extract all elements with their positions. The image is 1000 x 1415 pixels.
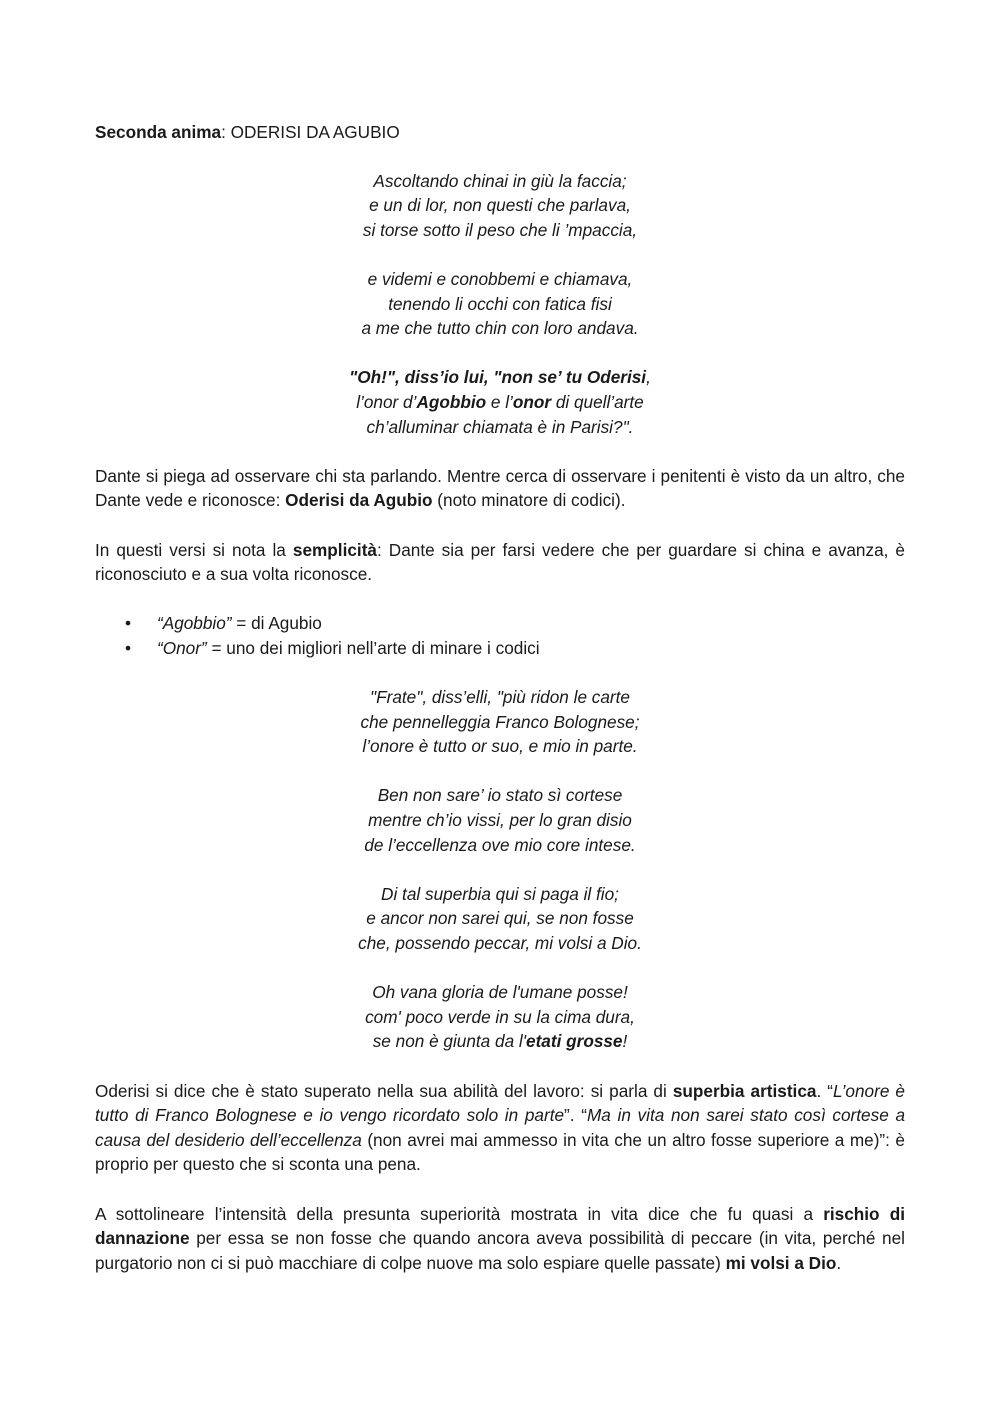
section-heading <box>95 120 905 145</box>
verse-stanza-7 <box>95 980 905 1054</box>
paragraph-2 <box>95 538 905 587</box>
verse-line: che pennelleggia Franco Bolognese; <box>360 711 640 732</box>
verse-text: ! <box>622 1031 628 1052</box>
verse-stanza-6 <box>95 882 905 956</box>
verse-text: se non è giunta da l' <box>372 1031 527 1052</box>
list-definition: = uno dei migliori nell’arte di minare i codici <box>206 637 540 658</box>
verse-line <box>95 1029 905 1054</box>
verse-bold: onor <box>512 391 552 412</box>
verse-line: e ancor non sarei qui, se non fosse <box>366 908 634 929</box>
verse-line: si torse sotto il peso che li ’mpaccia, <box>362 219 638 240</box>
paragraph-text: In questi versi si nota la <box>95 539 293 560</box>
verse-text: e l’ <box>486 391 513 412</box>
paragraph-bold: rischio di dannazione <box>95 1203 905 1249</box>
paragraph-bold: semplicità <box>292 539 377 560</box>
paragraph-text: . <box>836 1252 842 1273</box>
verse-line: a me che tutto chin con loro andava. <box>361 318 639 339</box>
verse-line: "Frate", diss’elli, "più ridon le carte <box>370 687 630 708</box>
verse-line: mentre ch’io vissi, per lo gran disio <box>368 810 632 831</box>
verse-bold: Agobbio <box>416 391 487 412</box>
verse-text: , <box>646 367 651 388</box>
list-item <box>95 636 905 661</box>
verse-line: Di tal superbia qui si paga il fio; <box>381 883 619 904</box>
verse-line: ch’alluminar chiamata è in Parisi?". <box>366 416 634 437</box>
verse-line: Ben non sare’ io stato sì cortese <box>377 785 623 806</box>
bullet-list <box>95 611 905 660</box>
paragraph-text: (noto minatore di codici). <box>432 490 626 511</box>
verse-stanza-5 <box>95 783 905 857</box>
paragraph-text: Dante si piega ad osservare chi sta parlando. Mentre cerca di osservare i penitenti è visto da un altro, che Dante vede e riconosce: <box>95 465 905 511</box>
paragraph-text: (non avrei mai ammesso in vita che un altro fosse superiore a me)”: è proprio per questo che si sconta una pena. <box>95 1129 905 1175</box>
paragraph-italic: L’onore è tutto di Franco Bolognese e io vengo ricordato solo in parte <box>95 1080 905 1126</box>
paragraph-text: A sottolineare l’intensità della presunta superiorità mostrata in vita dice che fu quasi a <box>95 1203 824 1224</box>
paragraph-text: : Dante sia per farsi vedere che per guardare si china e avanza, è riconosciuto e a sua volta riconosce. <box>95 539 905 585</box>
paragraph-1 <box>95 464 905 513</box>
verse-line: e videmi e conobbemi e chiamava, <box>367 268 633 289</box>
verse-stanza-1 <box>95 169 905 243</box>
paragraph-4 <box>95 1202 905 1276</box>
verse-line: che, possendo peccar, mi volsi a Dio. <box>358 933 642 953</box>
verse-line: e un di lor, non questi che parlava, <box>369 195 631 216</box>
list-term: “Agobbio” <box>157 613 232 634</box>
bullet-icon: • <box>125 613 132 634</box>
paragraph-text: . “ <box>816 1080 833 1101</box>
paragraph-italic: Ma in vita non sarei stato così cortese a causa del desiderio dell’eccellenza <box>95 1105 906 1150</box>
paragraph-3 <box>95 1079 905 1177</box>
paragraph-bold: Oderisi da Agubio <box>285 490 433 511</box>
verse-text: l’onor d’ <box>356 391 417 412</box>
verse-line: Oh vana gloria de l'umane posse! <box>372 982 628 1003</box>
paragraph-text: Oderisi si dice che è stato superato nella sua abilità del lavoro: si parla di <box>95 1080 673 1101</box>
verse-bold: etati grosse <box>526 1031 623 1052</box>
list-definition: = di Agubio <box>231 613 322 634</box>
paragraph-bold: mi volsi a Dio <box>725 1252 837 1273</box>
verse-line <box>95 365 905 390</box>
paragraph-text: per essa se non fosse che quando ancora aveva possibilità di peccare (in vita, perché nel purgatorio non ci si può macchiare di colpe nuove ma solo espiare quelle passate) <box>95 1228 905 1273</box>
verse-line: Ascoltando chinai in giù la faccia; <box>373 170 627 191</box>
verse-stanza-2 <box>95 267 905 341</box>
verse-line: l’onore è tutto or suo, e mio in parte. <box>362 736 638 757</box>
verse-line <box>95 390 905 415</box>
heading-title: : ODERISI DA AGUBIO <box>221 122 400 142</box>
heading-bold-label: Seconda anima <box>95 122 222 142</box>
verse-line: de l’eccellenza ove mio core intese. <box>364 834 636 855</box>
verse-text: di quell’arte <box>551 391 644 412</box>
verse-stanza-3 <box>95 365 905 439</box>
verse-stanza-4 <box>95 685 905 759</box>
verse-line: tenendo li occhi con fatica fisi <box>388 293 612 314</box>
paragraph-text: ”. “ <box>564 1105 587 1126</box>
list-item <box>95 611 905 636</box>
bullet-icon: • <box>125 637 132 658</box>
verse-line: com' poco verde in su la cima dura, <box>365 1006 635 1027</box>
verse-bold: "Oh!", diss’io lui, "non se’ tu Oderisi <box>349 367 647 388</box>
paragraph-bold: superbia artistica <box>672 1080 817 1101</box>
list-term: “Onor” <box>157 637 207 658</box>
